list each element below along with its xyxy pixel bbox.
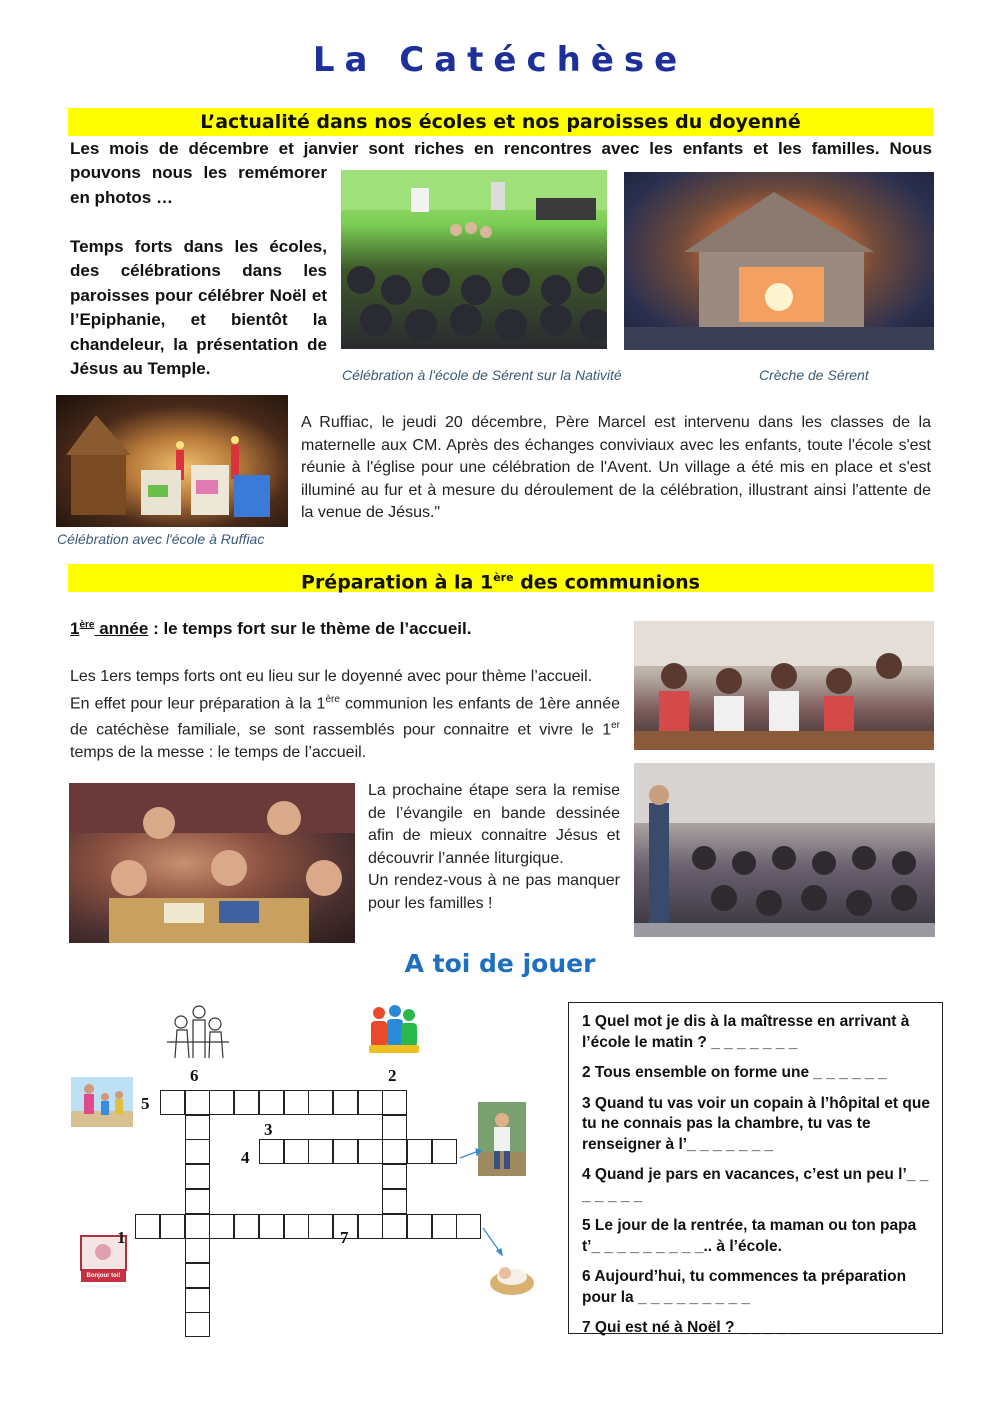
communion-paragraph-1: Les 1ers temps forts ont eu lieu sur le doyenné avec pour thème l’accueil. <box>70 668 593 685</box>
crossword-cell[interactable] <box>308 1139 333 1164</box>
crossword-cell[interactable] <box>185 1139 210 1164</box>
crossword-cell[interactable] <box>185 1164 210 1189</box>
communion-paragraph-2: En effet pour leur préparation à la 1ère communion les enfants de 1ère année de catéchèse familiale, se sont rassemblés pour connaitre et vivre le 1er temps de la messe : le temps de l’accueil. <box>70 693 621 762</box>
crossword-cell[interactable] <box>308 1214 333 1239</box>
crossword-cell[interactable] <box>185 1090 210 1115</box>
crossword-cell[interactable] <box>358 1139 383 1164</box>
crossword-number-6: 6 <box>190 1066 199 1085</box>
clue-1: 1 Quel mot je dis à la maîtresse en arrivant à l’école le matin ? _ _ _ _ _ _ _ <box>582 1013 910 1051</box>
ruffiac-text: A Ruffiac, le jeudi 20 décembre, Père Marcel est intervenu dans les classes de la maternelle aux CM. Après des échanges conviviaux avec les enfants, toute l'école s'est réunie à l'église pour une célébration de l'Avent. Un village a été mis en place et s'est illuminé au fur et à mesure du déroulement de la célébration, illustrant ainsi l'attente de la venue de Jésus." <box>301 414 931 521</box>
subheading-first-year: 1ère année : le temps fort sur le thème de l’accueil. <box>70 619 472 638</box>
crossword-cell[interactable] <box>382 1189 407 1214</box>
crossword-cell[interactable] <box>259 1139 284 1164</box>
communion-paragraph-3: La prochaine étape sera la remise de l’évangile en bande dessinée afin de mieux connaitre Jésus et découvrir l’année liturgique. <box>368 782 620 867</box>
crossword-cell[interactable] <box>382 1115 407 1140</box>
crossword-cell[interactable] <box>259 1090 284 1115</box>
intro-paragraph: Temps forts dans les écoles, des célébrations dans les paroisses pour célébrer Noël et l’Epiphanie, et bientôt la chandeleur, la présentation de Jésus au Temple. <box>70 236 327 378</box>
crossword-cell[interactable] <box>135 1214 160 1239</box>
intro-line: Les mois de décembre et janvier sont riches en rencontres avec les enfants et les familles. Nous <box>70 139 932 158</box>
crossword-cell[interactable] <box>407 1139 432 1164</box>
crossword-cell[interactable] <box>284 1139 309 1164</box>
communion-paragraph-4: Un rendez-vous à ne pas manquer pour les familles ! <box>368 872 620 912</box>
welcome-sign-label: Bonjour toi! <box>86 1273 121 1279</box>
crossword-cell[interactable] <box>333 1139 358 1164</box>
crossword-cell[interactable] <box>160 1090 185 1115</box>
crossword-cell[interactable] <box>234 1214 259 1239</box>
crossword-cell[interactable] <box>160 1214 185 1239</box>
crossword-cell[interactable] <box>185 1115 210 1140</box>
crossword-cell[interactable] <box>284 1214 309 1239</box>
crossword-cell[interactable] <box>358 1090 383 1115</box>
intro-line-2: pouvons nous les remémorer en photos … <box>70 163 327 207</box>
crossword-cell[interactable] <box>284 1090 309 1115</box>
crossword-number-3: 3 <box>264 1120 273 1139</box>
crossword-cell[interactable] <box>185 1214 210 1239</box>
game-heading: A toi de jouer <box>404 949 596 978</box>
clue-3: 3 Quand tu vas voir un copain à l’hôpital et que tu ne connais pas la chambre, tu vas te renseigner à l’_ _ _ _ _ _ _ <box>582 1094 930 1153</box>
crossword-cell[interactable] <box>185 1288 210 1313</box>
clue-7: 7 Qui est né à Noël ? _ _ _ _ _ <box>582 1319 800 1336</box>
section-banner-news: L’actualité dans nos écoles et nos paroisses du doyenné <box>68 108 933 136</box>
crossword-cell[interactable] <box>234 1090 259 1115</box>
crossword-cell[interactable] <box>209 1214 234 1239</box>
crossword-cell[interactable] <box>333 1090 358 1115</box>
crossword-cell[interactable] <box>185 1263 210 1288</box>
crossword-number-7: 7 <box>340 1228 349 1247</box>
crossword-cell[interactable] <box>308 1090 333 1115</box>
crossword-cell[interactable] <box>432 1139 457 1164</box>
crossword-number-1: 1 <box>117 1228 126 1247</box>
crossword-cell[interactable] <box>382 1214 407 1239</box>
crossword-number-5: 5 <box>141 1094 150 1113</box>
crossword-cell[interactable] <box>259 1214 284 1239</box>
crossword-cell[interactable] <box>382 1090 407 1115</box>
crossword-cell[interactable] <box>382 1139 407 1164</box>
clue-6: 6 Aujourd’hui, tu commences ta préparation pour la _ _ _ _ _ _ _ _ _ <box>582 1268 907 1306</box>
crossword-cell[interactable] <box>432 1214 457 1239</box>
crossword-cell[interactable] <box>185 1238 210 1263</box>
caption-creche: Crèche de Sérent <box>759 367 869 383</box>
clue-5: 5 Le jour de la rentrée, ta maman ou ton papa t’_ _ _ _ _ _ _ _ _.. à l’école. <box>582 1217 917 1255</box>
crossword-cell[interactable] <box>456 1214 481 1239</box>
crossword-cell[interactable] <box>358 1214 383 1239</box>
crossword-number-4: 4 <box>241 1148 250 1167</box>
clue-2: 2 Tous ensemble on forme une _ _ _ _ _ _ <box>582 1064 887 1081</box>
crossword-number-2: 2 <box>388 1066 397 1085</box>
crossword-cell[interactable] <box>382 1164 407 1189</box>
crossword-clues-box <box>568 1002 943 1334</box>
crossword-cell[interactable] <box>209 1090 234 1115</box>
section-banner-communion: Préparation à la 1ère des communions <box>68 564 933 592</box>
crossword-cell[interactable] <box>407 1214 432 1239</box>
clue-4: 4 Quand je pars en vacances, c’est un peu l’_ _ _ _ _ _ _ <box>582 1166 929 1204</box>
caption-ruffiac: Célébration avec l'école à Ruffiac <box>57 531 265 547</box>
page-title: La Catéchèse <box>312 40 688 80</box>
crossword-cell[interactable] <box>185 1312 210 1337</box>
crossword-cell[interactable] <box>185 1189 210 1214</box>
caption-school: Célébration à l'école de Sérent sur la Nativité <box>342 367 622 383</box>
